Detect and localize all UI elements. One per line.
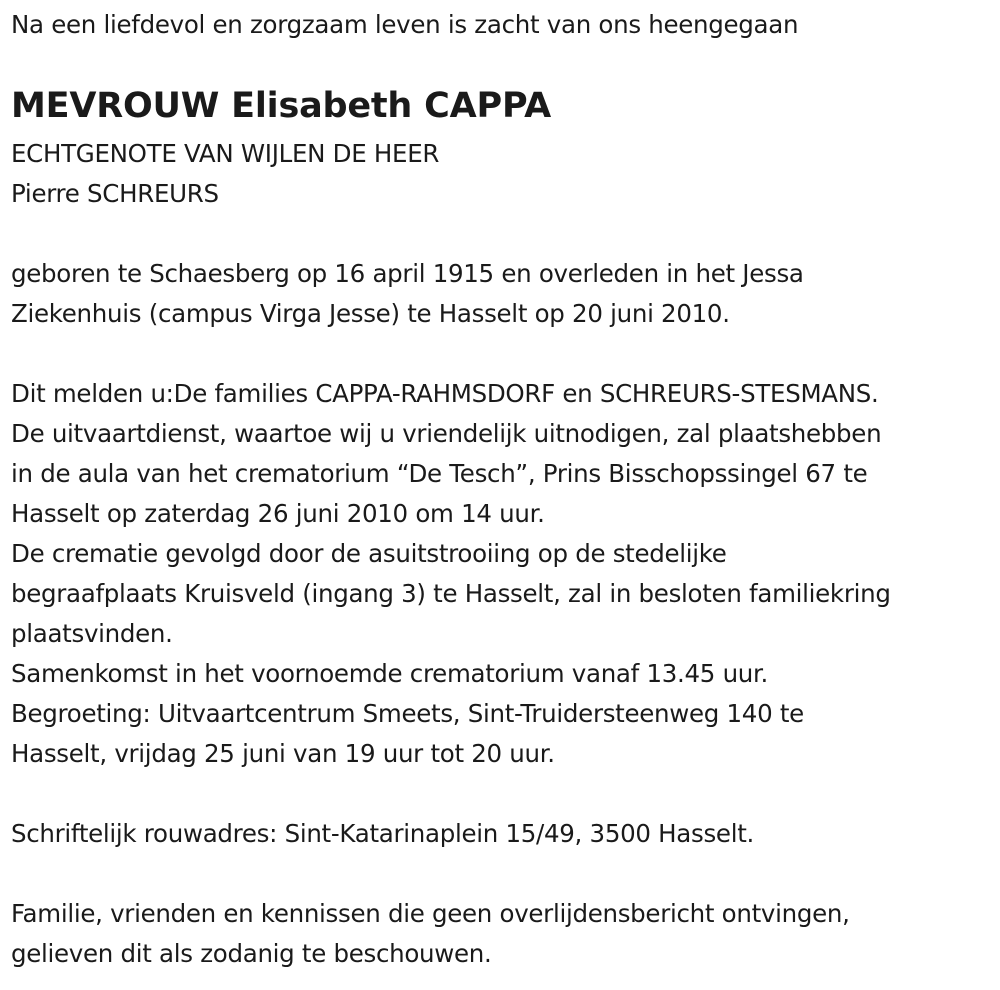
announcement-line: Begroeting: Uitvaartcentrum Smeets, Sint-Truidersteenweg 140 te [11,699,804,728]
deceased-name: MEVROUW Elisabeth CAPPA [11,86,552,126]
announcement-line: De uitvaartdienst, waartoe wij u vriendelijk uitnodigen, zal plaatshebben [11,419,882,448]
announcement-line: De crematie gevolgd door de asuitstrooiing op de stedelijke [11,539,727,568]
announcement-line: plaatsvinden. [11,619,173,648]
birth-death-line: Ziekenhuis (campus Virga Jesse) te Hasselt op 20 juni 2010. [11,299,730,328]
announcement-line: Hasselt, vrijdag 25 juni van 19 uur tot 20 uur. [11,739,555,768]
announcement-line: in de aula van het crematorium “De Tesch”, Prins Bisschopssingel 67 te [11,459,868,488]
announcement-line: Hasselt op zaterdag 26 juni 2010 om 14 uur. [11,499,545,528]
announcement-line: Dit melden u:De families CAPPA-RAHMSDORF en SCHREURS-STESMANS. [11,379,879,408]
closing-line: gelieven dit als zodanig te beschouwen. [11,939,492,968]
spouse-title: ECHTGENOTE VAN WIJLEN DE HEER [11,139,440,168]
birth-death-line: geboren te Schaesberg op 16 april 1915 en overleden in het Jessa [11,259,804,288]
announcement-line: begraafplaats Kruisveld (ingang 3) te Hasselt, zal in besloten familiekring [11,579,891,608]
announcement-line: Samenkomst in het voornoemde crematorium vanaf 13.45 uur. [11,659,769,688]
mourning-address: Schriftelijk rouwadres: Sint-Katarinaplein 15/49, 3500 Hasselt. [11,819,755,848]
intro-text: Na een liefdevol en zorgzaam leven is zacht van ons heengegaan [11,10,799,39]
closing-line: Familie, vrienden en kennissen die geen overlijdensbericht ontvingen, [11,899,850,928]
spouse-name: Pierre SCHREURS [11,179,219,208]
